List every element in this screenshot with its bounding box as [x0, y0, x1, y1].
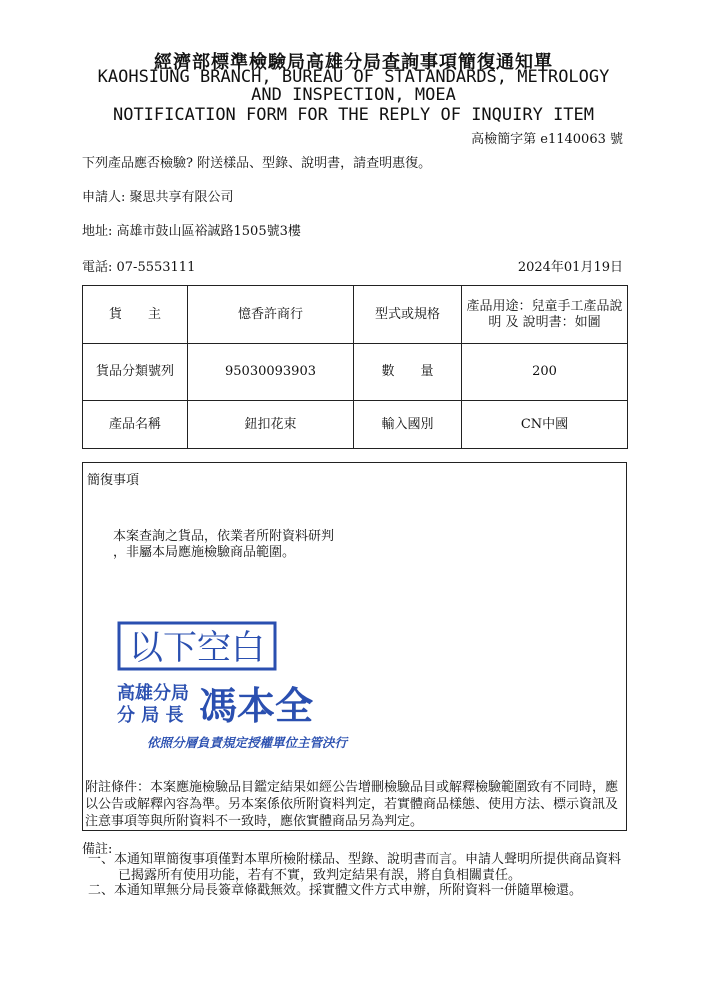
- label-product-name: 產品名稱: [83, 401, 188, 449]
- address: 地址: 高雄市鼓山區裕誠路1505號3樓: [82, 224, 301, 239]
- stamp-director-name: 馮本全: [199, 684, 314, 728]
- intro-text: 下列產品應否檢驗? 附送樣品、型錄、說明書，請查明惠復。: [82, 156, 432, 171]
- table-row: [83, 401, 628, 449]
- item-info-table: [82, 285, 628, 449]
- reply-section: [82, 462, 627, 831]
- reply-text-line1: 本案查詢之貨品，依業者所附資料研判: [113, 529, 335, 544]
- table-row: [83, 344, 628, 401]
- stamp-branch: 高雄分局: [117, 683, 189, 704]
- reply-title: 簡復事項: [87, 473, 140, 488]
- title-chinese: 經濟部標準檢驗局高雄分局查詢事項簡復通知單: [154, 52, 553, 73]
- remark-item-2: 二、本通知單無分局長簽章條戳無效。採實體文件方式申辦，所附資料一併隨單檢還。: [88, 883, 583, 898]
- label-hs-code: 貨品分類號列: [83, 344, 188, 401]
- value-product-name: 鈕扣花束: [188, 401, 354, 449]
- condition-note: 附註條件：本案應施檢驗品目鑑定結果如經公告增刪檢驗品目或解釋檢驗範圍致有不同時，應以公告或解釋內容為準。另本案係依所附資料判定，若實體商品樣態、使用方法、標示資訊及注意事項等與所附資料不一致時，應依實體商品另為判定。: [85, 780, 619, 829]
- issue-date: 2024年01月19日: [517, 260, 623, 275]
- remark-item-1: 一、本通知單簡復事項僅對本單所檢附樣品、型錄、說明書而言。申請人聲明所提供商品資料已揭露所有使用功能，若有不實，致判定結果有誤，將自負相關責任。: [88, 852, 622, 883]
- title-english-line2: AND INSPECTION, MOEA: [251, 85, 456, 105]
- value-hs-code: 95030093903: [188, 344, 354, 401]
- document-number: 高檢簡字第 e1140063 號: [471, 132, 623, 147]
- label-quantity: 數 量: [354, 344, 462, 401]
- title-english-line1: KAOHSIUNG BRANCH, BUREAU OF STATANDARDS, METROLOGY: [97, 67, 610, 87]
- stamp-blank-below: 以下空白: [129, 628, 265, 668]
- value-quantity: 200: [462, 344, 628, 401]
- applicant: 申請人: 聚思共享有限公司: [82, 190, 234, 205]
- table-row: [83, 286, 628, 344]
- remarks-title: 備註:: [82, 842, 113, 857]
- director-stamp: [117, 621, 377, 751]
- label-model-spec: 型式或規格: [354, 286, 462, 344]
- value-model-spec: 產品用途：兒童手工產品說明 及 說明書：如圖: [462, 286, 628, 344]
- value-import-country: CN中國: [462, 401, 628, 449]
- title-english-line3: NOTIFICATION FORM FOR THE REPLY OF INQUIRY ITEM: [112, 105, 595, 125]
- stamp-authorization-note: 依照分層負責規定授權單位主管決行: [147, 735, 348, 750]
- phone: 電話: 07-5553111: [82, 260, 196, 275]
- value-owner: 憶香許商行: [188, 286, 354, 344]
- reply-text: [113, 529, 334, 561]
- label-owner: 貨 主: [83, 286, 188, 344]
- label-import-country: 輸入國別: [354, 401, 462, 449]
- reply-text-line2: ，非屬本局應施檢驗商品範圍。: [113, 545, 296, 560]
- stamp-director-title: 分 局 長: [117, 705, 184, 726]
